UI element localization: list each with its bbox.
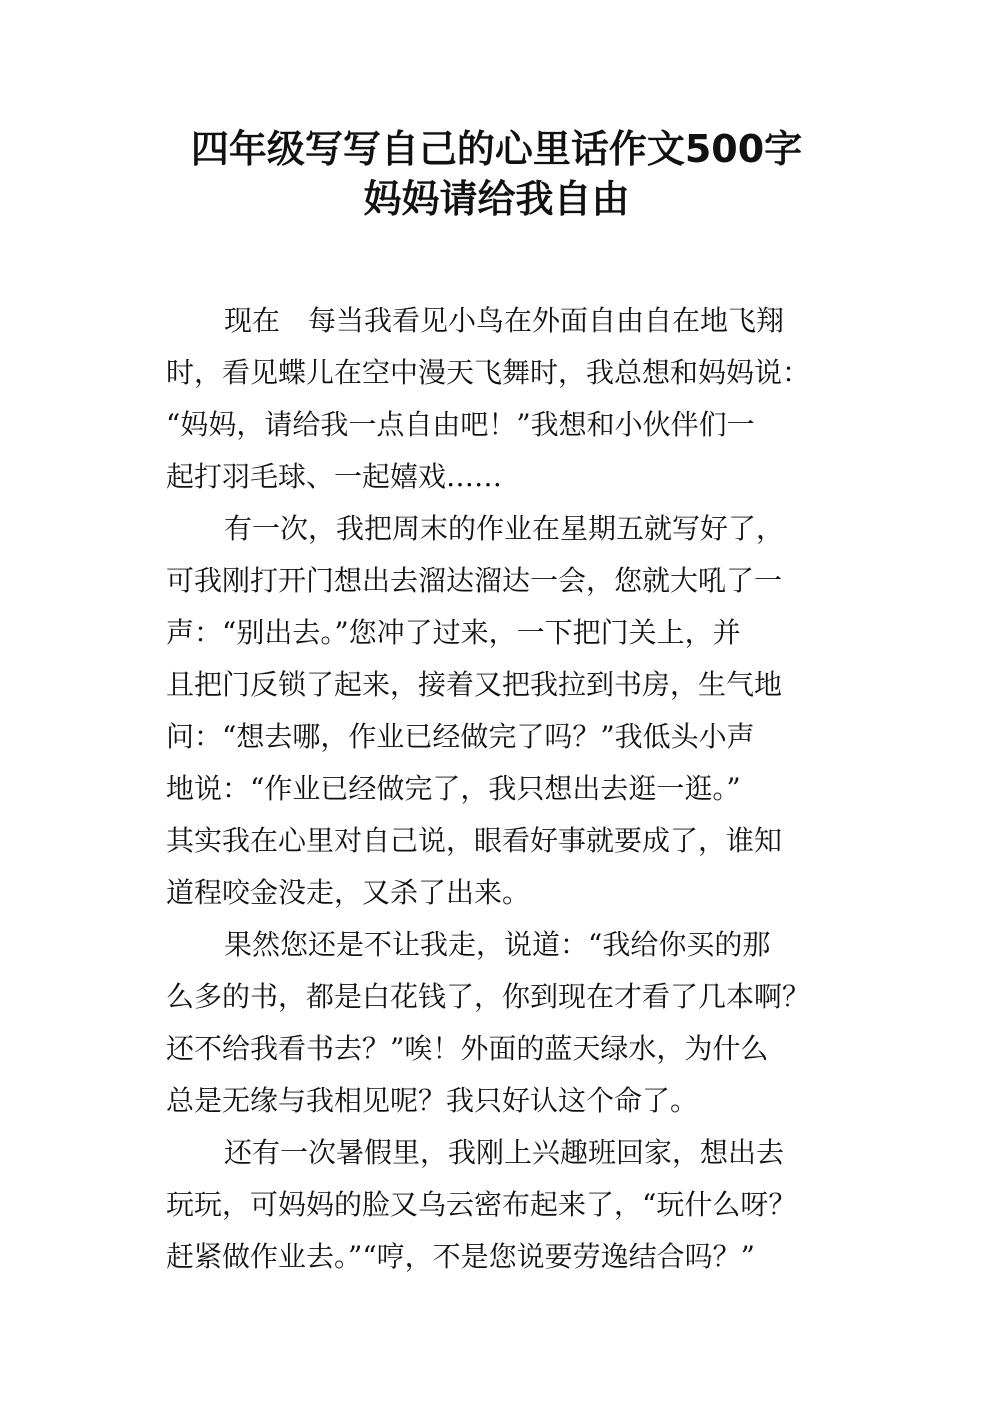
text-line: 还有一次暑假里，我刚上兴趣班回家，想出去 (224, 1136, 785, 1169)
text-line: 地说：“作业已经做完了，我只想出去逛一逛。” (166, 772, 741, 805)
text-line: 声：“别出去。”您冲了过来，一下把门关上，并 (166, 616, 741, 649)
text-line: 且把门反锁了起来，接着又把我拉到书房，生气地 (166, 668, 783, 701)
text-line: 果然您还是不让我走，说道：“我给你买的那 (224, 928, 771, 961)
text-line: 问：“想去哪，作业已经做完了吗？”我低头小声 (166, 720, 755, 753)
title-line-2: 妈妈请给我自由 (363, 177, 630, 221)
text-line: 么多的书，都是白花钱了，你到现在才看了几本啊？ (166, 980, 811, 1013)
text-line: 可我刚打开门想出去溜达溜达一会，您就大吼了一 (166, 564, 783, 597)
text-line: 总是无缘与我相见呢？我只好认这个命了。 (166, 1084, 699, 1117)
text-line: 赶紧做作业去。”“哼，不是您说要劳逸结合吗？” (166, 1240, 755, 1273)
text-line: 起打羽毛球、一起嬉戏…… (166, 460, 503, 493)
text-line: 现在 每当我看见小鸟在外面自由自在地飞翔 (224, 304, 785, 337)
text-line: 时，看见蝶儿在空中漫天飞舞时，我总想和妈妈说： (166, 356, 811, 389)
text-line: 其实我在心里对自己说，眼看好事就要成了，谁知 (166, 824, 783, 857)
text-line: “妈妈，请给我一点自由吧！”我想和小伙伴们一 (166, 408, 755, 441)
text-line: 玩玩，可妈妈的脸又乌云密布起来了，“玩什么呀？ (166, 1188, 797, 1221)
text-line: 道程咬金没走，又杀了出来。 (166, 876, 531, 909)
text-line: 有一次，我把周末的作业在星期五就写好了， (224, 512, 785, 545)
text-line: 还不给我看书去？”唉！外面的蓝天绿水，为什么 (166, 1032, 769, 1065)
document-title (0, 124, 993, 224)
essay-body (166, 295, 831, 1283)
title-line-1: 四年级写写自己的心里话作文500字 (190, 127, 803, 171)
